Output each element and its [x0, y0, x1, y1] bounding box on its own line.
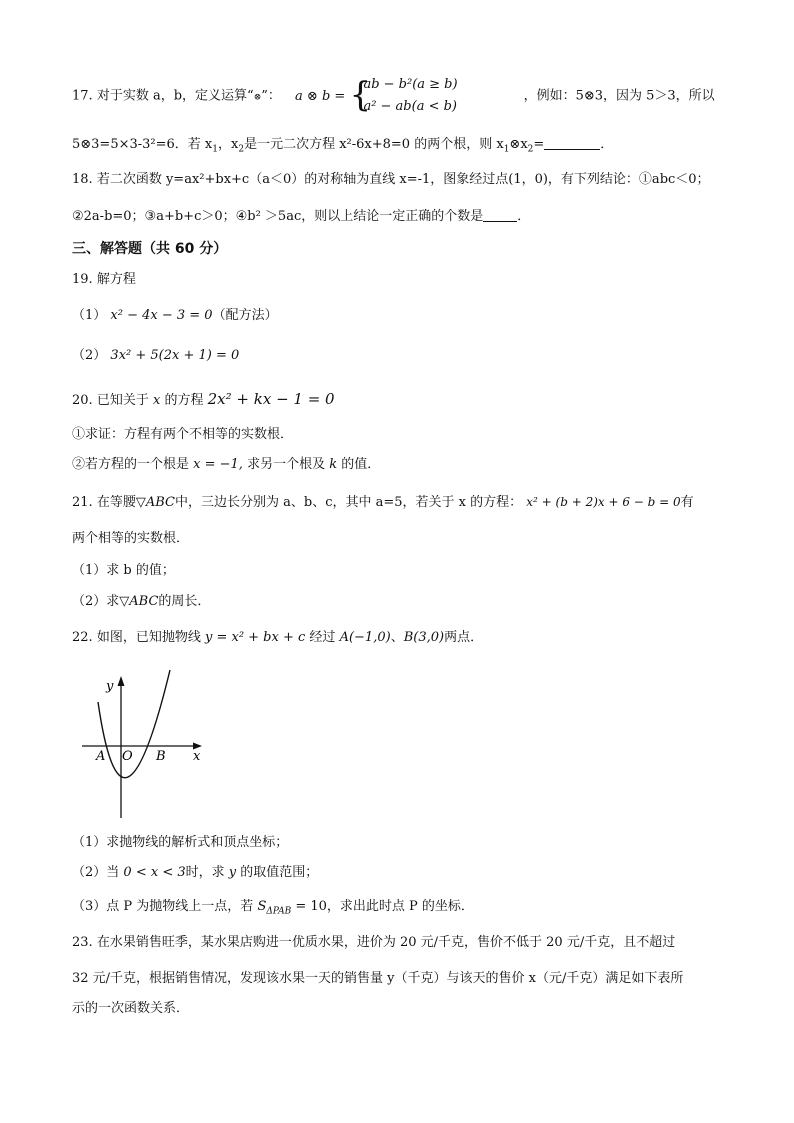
q21-equation: x² + (b + 2)x + 6 − b = 0 [526, 495, 681, 509]
q22-p2-text-b: 时，求 [185, 865, 225, 880]
q17-sub1b: 1 [503, 144, 510, 155]
graph-label-x: x [193, 749, 201, 764]
q19-number: 19. [72, 272, 93, 287]
q22-text-b: 经过 [309, 630, 336, 645]
q17-answer-blank[interactable] [544, 137, 600, 150]
q20-item2-k: k [329, 457, 338, 472]
q17-text-c: 是一元二次方程 x²-6x+8=0 的两个根，则 x [244, 137, 504, 152]
q20-item2-root: x = −1, [193, 457, 243, 472]
q21-p2-triangle: ▽ABC [119, 594, 159, 609]
q20-line1 [72, 390, 335, 410]
q20-item1: ①求证：方程有两个不相等的实数根． [72, 427, 294, 442]
q17-line2 [72, 136, 613, 154]
q22-p3-text-a: （3）点 P 为抛物线上一点，若 [72, 899, 254, 914]
q17-text-e: = [533, 137, 545, 152]
q22-text-c: 两点． [444, 630, 484, 645]
q23-text1: 在水果销售旺季，某水果店购进一优质水果，进价为 20 元/千克，售价不低于 20 元/千克，且不超过 [96, 935, 676, 950]
graph-label-y: y [106, 679, 114, 694]
q18-text1: 若二次函数 y=ax²+bx+c（a＜0）的对称轴为直线 x=-1，图象经过点(1，0)，有下列结论：①abc＜0； [96, 172, 710, 187]
q20-text-b: 的方程 [164, 393, 204, 408]
q23-number: 23. [72, 935, 93, 950]
q20-var-x: x [152, 393, 161, 408]
q17-end: ． [600, 137, 614, 152]
q18-line1 [72, 171, 710, 189]
q19-p1-label: （1） [72, 308, 107, 323]
q20-item2 [72, 456, 380, 474]
q17-text-a: 5⊗3=5×3-3²=6．若 x [72, 137, 213, 152]
q21-text-end: 有 [680, 495, 694, 510]
q22-line1 [72, 629, 483, 647]
q22-p2-text-a: （2）当 [72, 865, 120, 880]
q20-item2-text-a: ②若方程的一个根是 [72, 457, 190, 472]
q21-line1 [72, 493, 694, 512]
q22-text-a: 如图，已知抛物线 [96, 630, 201, 645]
q23-line1 [72, 934, 675, 952]
q22-p3-sub: ΔPAB [266, 906, 292, 917]
q18-line2 [72, 208, 530, 226]
q20-text-a: 已知关于 [96, 393, 149, 408]
q22-equation: y = x² + bx + c [204, 630, 306, 645]
q17-piecewise [349, 76, 519, 116]
q20-number: 20. [72, 393, 93, 408]
parabola-graph [74, 668, 214, 828]
q17-brace: { [349, 75, 372, 115]
q21-number: 21. [72, 495, 93, 510]
q23-line3: 示的一次函数关系． [72, 1001, 190, 1016]
q17-line1 [72, 76, 715, 116]
q22-part3 [72, 898, 474, 916]
q22-point-b: B(3,0) [403, 630, 445, 645]
q18-answer-blank[interactable] [483, 209, 517, 222]
q17-case1: ab − b²(a ≥ b) [363, 77, 458, 92]
q20-item2-text-c: 的值． [341, 457, 381, 472]
q21-part1: （1）求 b 的值； [72, 563, 175, 578]
q23-line2: 32 元/千克，根据销售情况，发现该水果一天的销售量 y（千克）与该天的售价 x（元/千克）满足如下表所 [72, 971, 684, 986]
q17-definition-lhs: a ⊗ b = [295, 88, 346, 104]
q17-text-d: ⊗x [509, 137, 528, 152]
q21-triangle: ▽ABC [135, 495, 175, 510]
q22-part1: （1）求抛物线的解析式和顶点坐标； [72, 835, 289, 850]
q22-part2 [72, 864, 318, 882]
q22-p3-s: S [257, 899, 267, 914]
q22-p2-range: 0 < x < 3 [123, 865, 186, 880]
graph-label-o: O [122, 749, 133, 764]
graph-label-a: A [96, 749, 106, 764]
q17-text-b: ，x [218, 137, 239, 152]
q21-line2: 两个相等的实数根． [72, 531, 190, 546]
q17-sub2b: 2 [527, 144, 534, 155]
q17-sub1: 1 [212, 144, 218, 155]
q17-intro-end: ”： [261, 88, 281, 104]
q20-item2-text-b: 求另一个根及 [247, 457, 326, 472]
q17-sub2: 2 [238, 144, 245, 155]
q19-p2-label: （2） [72, 348, 107, 363]
graph-label-b: B [156, 749, 166, 764]
q17-number: 17. [72, 88, 93, 104]
q19-p1-note: （配方法） [212, 308, 278, 323]
q17-op-symbol: ⊗ [253, 92, 262, 103]
q18-number: 18. [72, 172, 93, 187]
q21-p2-text-a: （2）求 [72, 594, 120, 609]
q17-intro: 对于实数 a，b，定义运算“ [96, 88, 254, 104]
q22-point-a: A(−1,0) [339, 630, 391, 645]
q19-p2-equation: 3x² + 5(2x + 1) = 0 [110, 348, 240, 363]
q19-part2 [72, 347, 239, 365]
q19-p1-equation: x² − 4x − 3 = 0 [110, 308, 213, 323]
q21-text-a: 在等腰 [96, 495, 136, 510]
q21-p2-text-b: 的周长． [158, 594, 211, 609]
q20-equation: 2x² + kx − 1 = 0 [207, 390, 335, 408]
q19-title-line [72, 271, 136, 289]
q21-text-b: 中，三边长分别为 a、b、c，其中 a=5，若关于 x 的方程： [174, 495, 523, 510]
section-title: 三、解答题（共 60 分） [72, 241, 228, 257]
q18-end: ． [517, 209, 531, 224]
y-axis-arrow [118, 676, 125, 686]
q17-example: ，例如：5⊗3，因为 5＞3，所以 [523, 88, 715, 104]
q19-title: 解方程 [96, 272, 136, 287]
q22-sep: 、 [390, 630, 404, 645]
q18-text2: ②2a-b=0；③a+b+c＞0；④b² ＞5ac，则以上结论一定正确的个数是 [72, 209, 484, 224]
q17-case2: a² − ab(a < b) [363, 99, 458, 114]
q19-part1 [72, 307, 278, 325]
q22-p2-text-c: 的取值范围； [240, 865, 319, 880]
q22-p3-eq: = 10 [291, 899, 327, 914]
q22-p2-y: y [228, 865, 237, 880]
q22-p3-text-b: ，求出此时点 P 的坐标． [326, 899, 474, 914]
q21-part2 [72, 593, 210, 611]
q22-number: 22. [72, 630, 93, 645]
